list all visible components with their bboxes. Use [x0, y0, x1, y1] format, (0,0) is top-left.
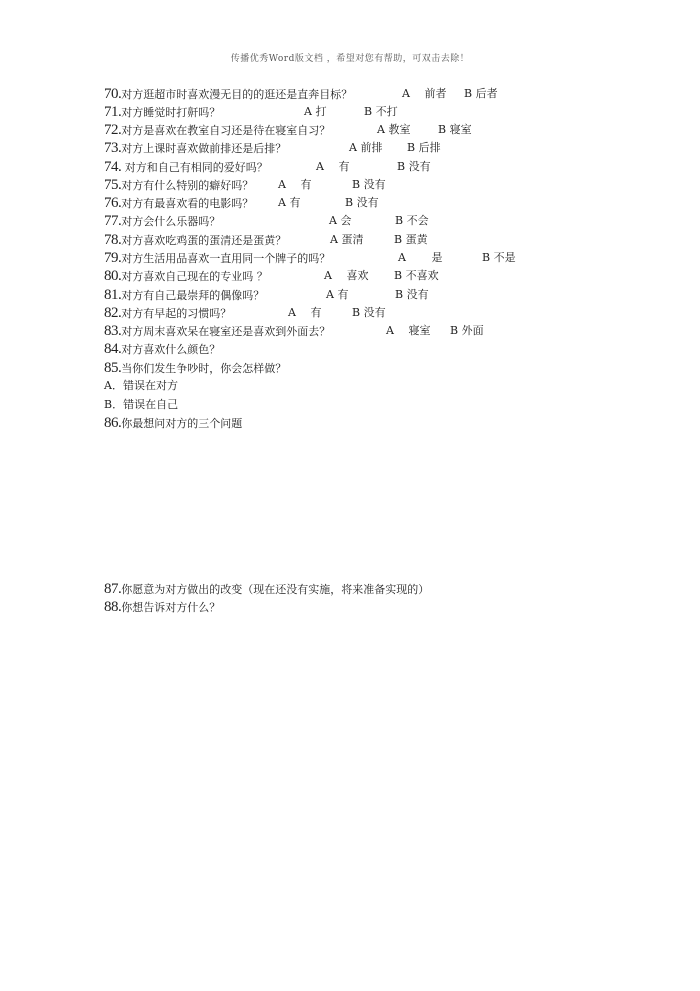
question-number: 83. [104, 323, 122, 339]
question-74 [104, 158, 431, 176]
question-82 [104, 304, 386, 322]
question-number: 72. [104, 122, 122, 138]
option-b: B 不喜欢 [394, 269, 439, 282]
question-text: 你想告诉对方什么？ [121, 601, 221, 614]
question-88 [104, 598, 220, 616]
question-text: 对方有早起的习惯吗？ [121, 307, 232, 320]
question-71 [104, 103, 398, 121]
question-number: 71. [104, 104, 122, 120]
question-text: 你最想问对方的三个问题 [121, 417, 243, 430]
question-75 [104, 176, 386, 194]
option-a: A 打 [304, 105, 327, 118]
option-b: B 不是 [482, 251, 516, 264]
question-text: 对方逛超市时喜欢漫无目的的逛还是直奔目标？ [121, 88, 353, 101]
question-number: 87. [104, 581, 122, 597]
option-a: A 喜欢 [324, 269, 369, 282]
question-78 [104, 231, 428, 249]
question-text: 对方有最喜欢看的电影吗？ [121, 197, 254, 210]
option-b: B 后排 [407, 141, 441, 154]
option-a: A 有 [278, 178, 312, 191]
option-a: A 是 [398, 251, 443, 264]
option-b: B 没有 [345, 196, 379, 209]
option-b: B 外面 [450, 324, 484, 337]
option-b: B 后者 [464, 87, 498, 100]
question-text: 对方周末喜欢呆在寝室还是喜欢到外面去？ [121, 325, 331, 338]
option-b: B 寝室 [438, 123, 472, 136]
question-number: 81. [104, 287, 122, 303]
question-number: 76. [104, 195, 122, 211]
question-number: 86. [104, 415, 122, 431]
option-b: B 蛋黄 [394, 233, 428, 246]
question-70 [104, 85, 498, 103]
question-79 [104, 249, 516, 267]
question-86 [104, 414, 242, 432]
question-number: 77. [104, 213, 122, 229]
question-text: 对方喜欢什么颜色？ [121, 343, 221, 356]
question-number: 88. [104, 599, 122, 615]
question-number: 75. [104, 177, 122, 193]
option-b: B 不会 [395, 214, 429, 227]
question-text: 对方生活用品喜欢一直用同一个牌子的吗？ [121, 252, 331, 265]
question-number: 85. [104, 360, 122, 376]
option-b: B 没有 [397, 160, 431, 173]
option-b: B 没有 [395, 288, 429, 301]
option-a: A 有 [288, 306, 322, 319]
option-a: A 寝室 [386, 324, 431, 337]
option-a: A 蛋清 [330, 233, 364, 246]
option-b: B 不打 [364, 105, 398, 118]
question-text: 对方会什么乐器吗？ [121, 215, 221, 228]
option-a: A 会 [329, 214, 352, 227]
question-text: 对方有自己最崇拜的偶像吗？ [121, 289, 265, 302]
question-number: 73. [104, 140, 122, 156]
question-number: 82. [104, 305, 122, 321]
question-80 [104, 267, 439, 285]
document-header: 传播优秀Word版文档 ，希望对您有帮助，可双击去除！ [230, 54, 470, 64]
question-85-option-b: B．错误在自己 [104, 398, 179, 411]
option-a: A 有 [278, 196, 301, 209]
option-a: A 有 [326, 288, 349, 301]
option-a: A 有 [316, 160, 350, 173]
question-84 [104, 340, 220, 358]
question-72 [104, 121, 472, 139]
question-text: 你愿意为对方做出的改变（现在还没有实施，将来准备实现的） [121, 583, 430, 596]
question-text: 对方是喜欢在教室自习还是待在寝室自习？ [121, 124, 331, 137]
question-85-option-a: A．错误在对方 [104, 379, 178, 392]
question-text: 当你们发生争吵时，你会怎样做？ [121, 362, 287, 375]
question-number: 70. [104, 86, 122, 102]
question-87 [104, 580, 429, 598]
question-77 [104, 212, 429, 230]
question-76 [104, 194, 379, 212]
question-text: 对方喜欢自己现在的专业吗 ？ [121, 270, 268, 283]
question-number: 84. [104, 341, 122, 357]
question-85 [104, 359, 286, 377]
question-81 [104, 286, 429, 304]
question-83 [104, 322, 484, 340]
question-text: 对方和自己有相同的爱好吗？ [121, 161, 268, 174]
option-a: A 教室 [377, 123, 411, 136]
question-text: 对方喜欢吃鸡蛋的蛋清还是蛋黄？ [121, 234, 287, 247]
question-73 [104, 139, 441, 157]
question-number: 79. [104, 250, 122, 266]
question-number: 74. [104, 159, 122, 175]
option-b: B 没有 [352, 306, 386, 319]
question-number: 80. [104, 268, 122, 284]
question-text: 对方上课时喜欢做前排还是后排？ [121, 142, 287, 155]
option-b: B 没有 [352, 178, 386, 191]
question-number: 78. [104, 232, 122, 248]
question-text: 对方有什么特别的癖好吗？ [121, 179, 254, 192]
option-a: A 前者 [402, 87, 447, 100]
option-a: A 前排 [349, 141, 383, 154]
question-text: 对方睡觉时打鼾吗？ [121, 106, 221, 119]
